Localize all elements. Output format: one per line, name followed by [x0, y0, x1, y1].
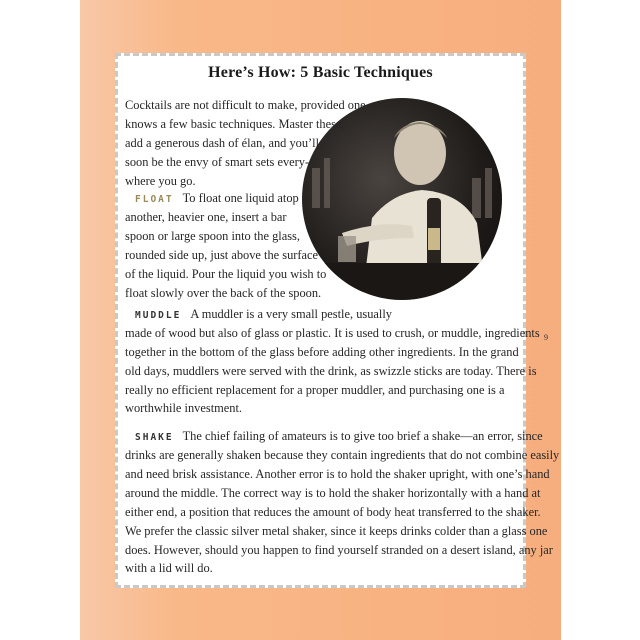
muddle-first-line	[135, 307, 392, 323]
shake-line: either end, a position that reduces the amount of body heat transferred to the shaker.	[125, 505, 541, 519]
page-title: Here’s How: 5 Basic Techniques	[208, 64, 433, 81]
intro-line: add a generous dash of élan, and you’ll	[125, 136, 320, 150]
muddle-line: made of wood but also of glass or plastic. It is used to crush, or muddle, ingredients	[125, 326, 540, 340]
float-first-line	[135, 191, 299, 207]
float-line: of the liquid. Pour the liquid you wish to	[125, 267, 327, 281]
shake-text: The chief failing of amateurs is to give too brief a shake—an error, since	[182, 429, 543, 443]
intro-line: soon be the envy of smart sets every-	[125, 155, 310, 169]
shake-keyword: SHAKE	[135, 432, 174, 443]
float-text: To float one liquid atop	[182, 191, 299, 205]
intro-line: Cocktails are not difficult to make, provided one	[125, 98, 366, 112]
float-line: rounded side up, just above the surface	[125, 248, 319, 262]
float-keyword: FLOAT	[135, 194, 174, 205]
shake-line: and need brisk assistance. Another error is to hold the shaker upright, with one’s hand	[125, 467, 550, 481]
shake-first-line	[135, 429, 543, 445]
muddle-line: old days, muddlers were served with the drink, as swizzle sticks are today. There is	[125, 364, 537, 378]
float-line: another, heavier one, insert a bar	[125, 210, 287, 224]
float-line: spoon or large spoon into the glass,	[125, 229, 300, 243]
muddle-line: really no efficient replacement for a proper muddler, and purchasing one is a	[125, 383, 505, 397]
float-line: float slowly over the back of the spoon.	[125, 286, 322, 300]
shake-line: We prefer the classic silver metal shaker, since it keeps drinks colder than a glass one	[125, 524, 548, 538]
intro-line: where you go.	[125, 174, 196, 188]
shake-line: drinks are generally shaken because they contain ingredients that do not combine easily	[125, 448, 560, 462]
shake-line: with a lid will do.	[125, 561, 213, 575]
intro-line: knows a few basic techniques. Master these,	[125, 117, 345, 131]
muddle-keyword: MUDDLE	[135, 310, 182, 321]
muddle-line: together in the bottom of the glass before adding other ingredients. In the grand	[125, 345, 519, 359]
muddle-line: worthwhile investment.	[125, 401, 243, 415]
page-number: 9	[544, 333, 548, 342]
shake-line: does. However, should you happen to find yourself stranded on a desert island, any jar	[125, 543, 553, 557]
muddle-text: A muddler is a very small pestle, usually	[190, 307, 392, 321]
shake-line: around the middle. The correct way is to hold the shaker horizontally with a hand at	[125, 486, 541, 500]
